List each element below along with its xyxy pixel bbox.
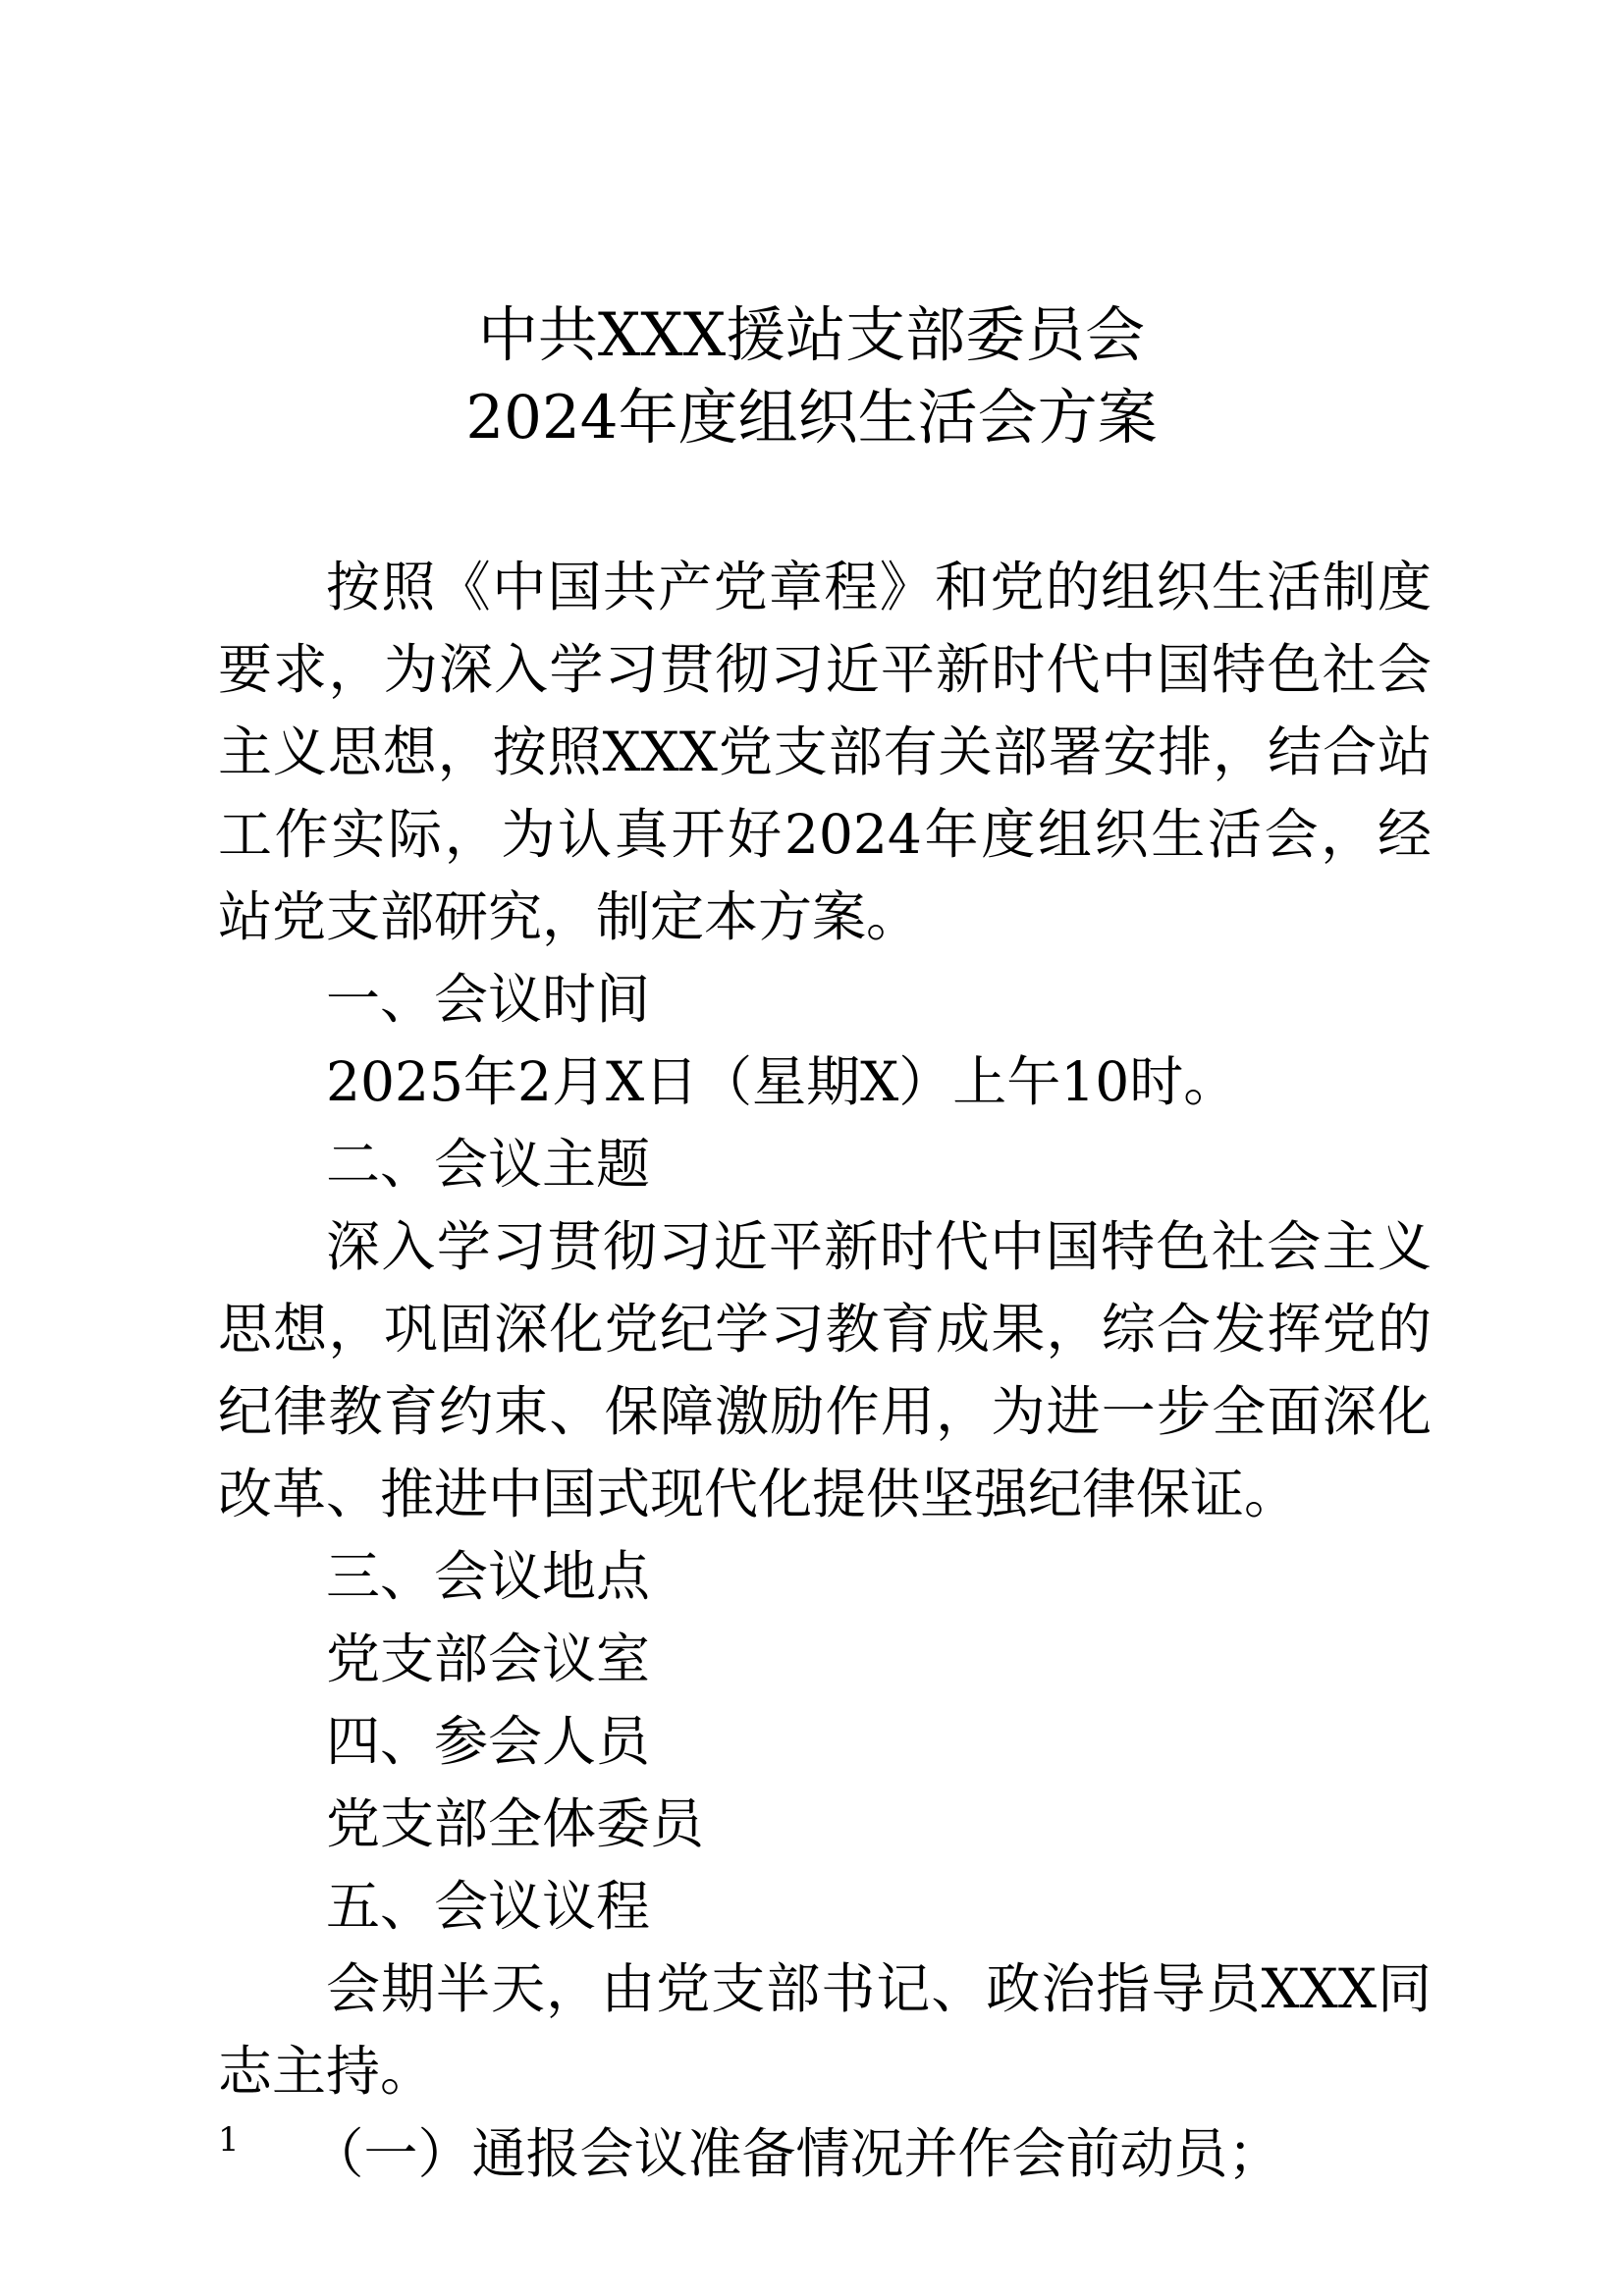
section-heading-location: 三、会议地点 [326,1545,651,1608]
title-line-1: 中共XXX援站支部委员会 [477,300,1146,370]
document-title [0,294,1623,459]
agenda-intro: 会期半天，由党支部书记、政治指导员XXX同志主持。 [218,1957,1432,2103]
page-number: 1 [218,2120,240,2160]
meeting-attendees: 党支部全体委员 [326,1792,705,1855]
meeting-theme: 深入学习贯彻习近平新时代中国特色社会主义思想，巩固深化党纪学习教育成果，综合发挥党的纪律教育约束、保障激励作用，为进一步全面深化改革、推进中国式现代化提供坚强纪律保证。 [218,1215,1432,1525]
title-line-2: 2024年度组织生活会方案 [465,383,1158,453]
agenda-item-1: （一）通报会议准备情况并作会前动员； [309,2122,1282,2185]
document-body [218,546,1432,2195]
meeting-location: 党支部会议室 [326,1628,651,1690]
section-heading-attendees: 四、参会人员 [326,1710,651,1773]
intro-paragraph: 按照《中国共产党章程》和党的组织生活制度要求，为深入学习贯彻习近平新时代中国特色社会主义思想，按照XXX党支部有关部署安排，结合站工作实际，为认真开好2024年度组织生活会，经站党支部研究，制定本方案。 [218,556,1432,948]
section-heading-agenda: 五、会议议程 [326,1875,651,1938]
meeting-time: 2025年2月X日（星期X）上午10时。 [326,1050,1238,1113]
section-heading-theme: 二、会议主题 [326,1133,651,1196]
section-heading-time: 一、会议时间 [326,968,651,1031]
